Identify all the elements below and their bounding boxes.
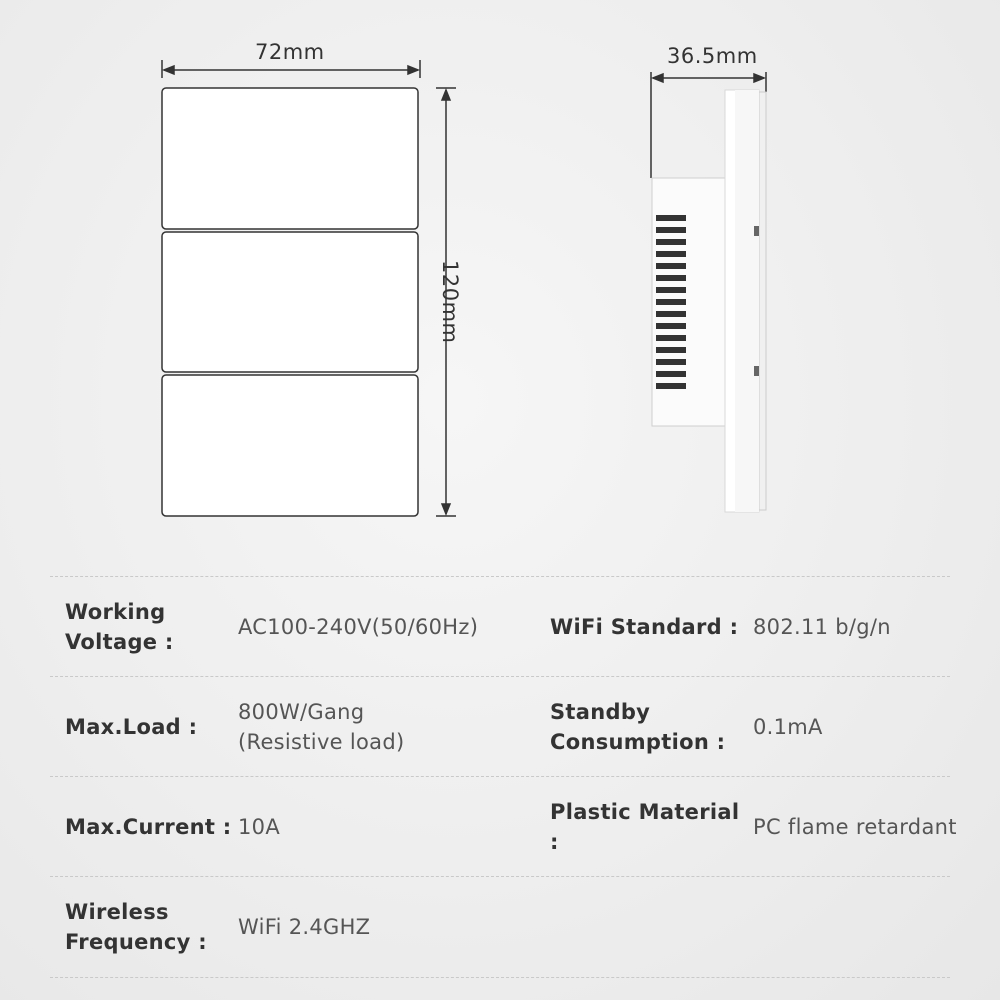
- spec-value: 10A: [238, 815, 280, 839]
- side-front-edge: [759, 92, 766, 510]
- spec-value: 0.1mA: [753, 715, 823, 739]
- gang-panel-bottom: [162, 375, 418, 516]
- switch-front-view: [162, 88, 418, 516]
- spec-row: [50, 676, 950, 777]
- spec-row: [50, 776, 957, 877]
- width-label: 72mm: [255, 40, 325, 64]
- spec-label: Plastic Material :: [550, 800, 740, 854]
- spec-label: Max.Current :: [65, 815, 232, 839]
- depth-label: 36.5mm: [667, 44, 758, 68]
- height-label: 120mm: [438, 260, 462, 344]
- spec-value: AC100-240V(50/60Hz): [238, 615, 479, 639]
- vent-slots: [656, 215, 686, 389]
- spec-value: 800W/Gang (Resistive load): [238, 700, 405, 754]
- spec-label: Max.Load :: [65, 715, 198, 739]
- spec-row: [50, 876, 950, 978]
- gang-panel-middle: [162, 232, 418, 372]
- switch-side-view: [652, 90, 766, 512]
- gang-panel-top: [162, 88, 418, 229]
- spec-row: [50, 576, 950, 677]
- spec-value: PC flame retardant: [753, 815, 957, 839]
- spec-label: Working Voltage :: [65, 600, 174, 654]
- spec-label: Wireless Frequency :: [65, 900, 207, 954]
- spec-value: 802.11 b/g/n: [753, 615, 891, 639]
- spec-label: Standby Consumption :: [550, 700, 726, 754]
- spec-value: WiFi 2.4GHZ: [238, 915, 371, 939]
- spec-label: WiFi Standard :: [550, 615, 739, 639]
